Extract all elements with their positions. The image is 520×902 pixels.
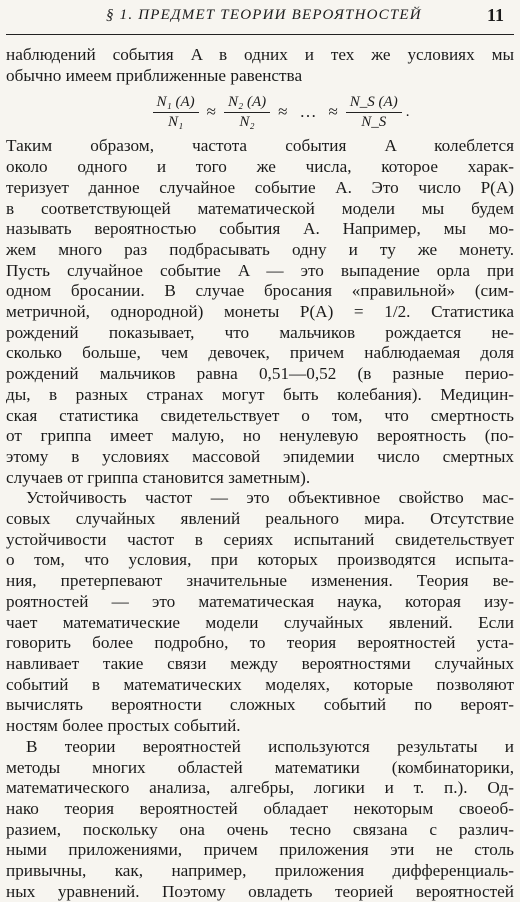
fraction-3: [346, 94, 402, 131]
text-line: Пусть случайное событие A — это выпадение орла при: [6, 260, 514, 280]
text-line: одном бросании. В случае бросания «правильной» (сим-: [6, 281, 514, 301]
ellipsis: …: [299, 102, 317, 122]
fraction-numerator: N₂ (A): [224, 94, 270, 113]
paragraph-stability: [6, 488, 514, 736]
text-line: В теории вероятностей используются результаты и: [26, 736, 514, 756]
text-line: рождений показывает, что мальчиков рождается не-: [6, 322, 514, 342]
fraction-denominator: N₁: [167, 113, 184, 130]
approx-equalities-formula: [46, 90, 514, 134]
text-line: наблюдений события A в одних и тех же условиях мы: [6, 45, 514, 64]
running-head: § 1. ПРЕДМЕТ ТЕОРИИ ВЕРОЯТНОСТЕЙ: [106, 7, 422, 23]
fraction-denominator: N₂: [239, 113, 255, 130]
paragraph-methods: [6, 737, 514, 902]
text-line: ды, в разных странах могут быть колебания). Медицин-: [6, 384, 514, 404]
text-line: около одного и того же числа, которое харак-: [6, 157, 514, 177]
text-line: ностям более простых событий.: [6, 716, 241, 736]
text-line: устойчивости частот в сериях испытаний свидетельствует: [6, 529, 514, 549]
text-line: ния, претерпевают значительные изменения. Теория ве-: [6, 571, 514, 591]
fraction-numerator: N_S (A): [346, 94, 402, 113]
text-line: ными приложениями, причем приложения эти не столь: [6, 840, 514, 860]
text-line: математического анализа, алгебры, логики и т. п.). Од-: [6, 778, 514, 798]
text-line: привычны, как, например, приложения дифференциаль-: [6, 861, 514, 881]
formula-period: .: [405, 103, 410, 120]
text-line: чает математические модели случайных явлений. Если: [6, 612, 514, 632]
text-line: роятностей — это математическая наука, которая изу-: [6, 591, 514, 611]
text-line: разием, поскольку она очень тесно связана с различ-: [6, 819, 514, 839]
fraction-denominator: N_S: [361, 113, 387, 130]
page-number: 11: [486, 5, 504, 25]
text-line: рождений мальчиков равна 0,51—0,52 (в разные перио-: [6, 364, 514, 384]
text-line: о том, что условия, при которых производятся испыта-: [6, 550, 514, 570]
fraction-1: [153, 94, 199, 131]
text-line: вычислять вероятности сложных событий по вероят-: [6, 695, 514, 715]
text-line: событий в математических моделях, которые позволяют: [6, 674, 514, 694]
text-line: случаев от гриппа становится заметным).: [6, 467, 311, 487]
text-line: нако теория вероятностей обладает некоторым своеоб-: [6, 798, 514, 818]
page-header: [6, 0, 514, 35]
text-line: ных уравнений. Поэтому овладеть теорией вероятностей: [6, 881, 514, 901]
text-line: метричной, однородной) монеты P(A) = 1/2. Статистика: [6, 302, 514, 322]
text-line: говорить более подробно, то теория вероятностей уста-: [6, 633, 514, 653]
paragraph-frequency: [6, 136, 514, 488]
fraction-2: [224, 94, 270, 131]
text-line: в соответствующей математической модели мы будем: [6, 198, 514, 218]
text-line: теризует данное случайное событие A. Это число P(A): [6, 177, 514, 197]
text-line: методы многих областей математики (комбинаторики,: [6, 757, 514, 777]
text-line: обычно имеем приближенные равенства: [6, 65, 303, 85]
text-line: называть вероятностью события A. Например, мы мо-: [6, 219, 514, 239]
text-line: этому в условиях массовой эпидемии число смертных: [6, 446, 514, 466]
fraction-numerator: N₁ (A): [153, 94, 199, 113]
intro-text: [6, 45, 514, 86]
approx-sign: ≈: [278, 102, 288, 122]
text-line: совых случайных явлений реального мира. Отсутствие: [6, 509, 514, 529]
text-line: Устойчивость частот — это объективное свойство мас-: [26, 488, 514, 508]
text-line: навливает такие связи между вероятностями случайных: [6, 653, 514, 673]
text-line: Таким образом, частота события A колеблется: [6, 136, 514, 156]
approx-sign: ≈: [206, 102, 216, 122]
approx-sign: ≈: [328, 102, 338, 122]
text-line: сколько больше, чем девочек, причем наблюдаемая доля: [6, 343, 514, 363]
text-line: жем много раз подбрасывать одну и ту же монету.: [6, 239, 514, 259]
text-line: от гриппа имеет малую, но ненулевую вероятность (по-: [6, 426, 514, 446]
text-line: ская статистика свидетельствует о том, что смертность: [6, 405, 514, 425]
